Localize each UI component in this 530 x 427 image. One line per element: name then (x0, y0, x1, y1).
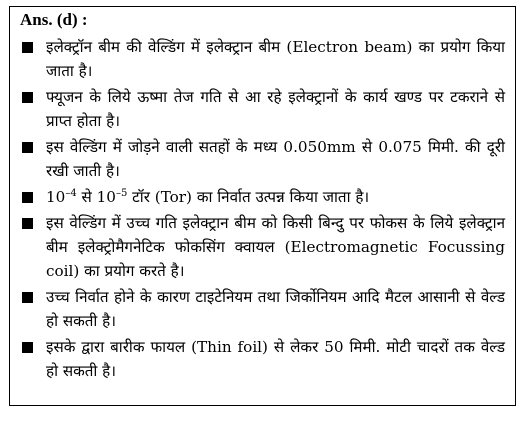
square-bullet-icon (22, 42, 33, 53)
answer-point (20, 85, 505, 133)
square-bullet-icon (22, 218, 33, 229)
square-bullet-icon (22, 92, 33, 103)
answer-heading: Ans. (d) : (20, 10, 88, 29)
answer-point (20, 185, 505, 209)
answer-box (9, 6, 516, 406)
pressure-exponent-1: –4 (65, 187, 77, 199)
pressure-exponent-2: –5 (115, 187, 128, 199)
answer-point-text: इसके द्वारा बारीक फायल (Thin foil) से लेकर 50 मिमी. मोटी चादरों तक वेल्ड हो सकती है। (46, 338, 505, 380)
answer-point (20, 285, 505, 333)
square-bullet-icon (22, 342, 33, 353)
answer-point (20, 135, 505, 183)
answer-point-text (46, 188, 369, 206)
answer-points-list (20, 35, 505, 383)
answer-point (20, 335, 505, 383)
square-bullet-icon (22, 292, 33, 303)
answer-point-text: उच्च निर्वात होने के कारण टाइटेनियम तथा जिर्कोनियम आदि मैटल आसानी से वेल्ड हो सकती है। (46, 288, 505, 330)
pressure-base-1: 10 (46, 188, 66, 206)
pressure-text: टॉर (Tor) का निर्वात उत्पन्न किया जाता है। (127, 188, 370, 206)
answer-point-text: इस वेल्डिंग में उच्च गति इलेक्ट्रान बीम को किसी बिन्दु पर फोकस के लिये इलेक्ट्रान बीम इलेक्ट्रोमैगनेटिक फोकसिंग क्वायल (Electromagnetic Focussing coil) का प्रयोग करते है। (46, 214, 505, 280)
answer-point (20, 35, 505, 83)
answer-point-text: फ्यूजन के लिये ऊष्मा तेज गति से आ रहे इलेक्ट्रानों के कार्य खण्ड पर टकराने से प्राप्त होता है। (46, 88, 505, 130)
pressure-base-2: से 10 (76, 188, 116, 206)
square-bullet-icon (22, 142, 33, 153)
answer-point-text: इस वेल्डिंग में जोड़ने वाली सतहों के मध्य 0.050mm से 0.075 मिमी. की दूरी रखी जाती है। (46, 138, 505, 180)
answer-point-text: इलेक्ट्रॉन बीम की वेल्डिंग में इलेक्ट्रान बीम (Electron beam) का प्रयोग किया जाता है। (46, 38, 505, 80)
answer-point (20, 211, 505, 283)
square-bullet-icon (22, 192, 33, 203)
